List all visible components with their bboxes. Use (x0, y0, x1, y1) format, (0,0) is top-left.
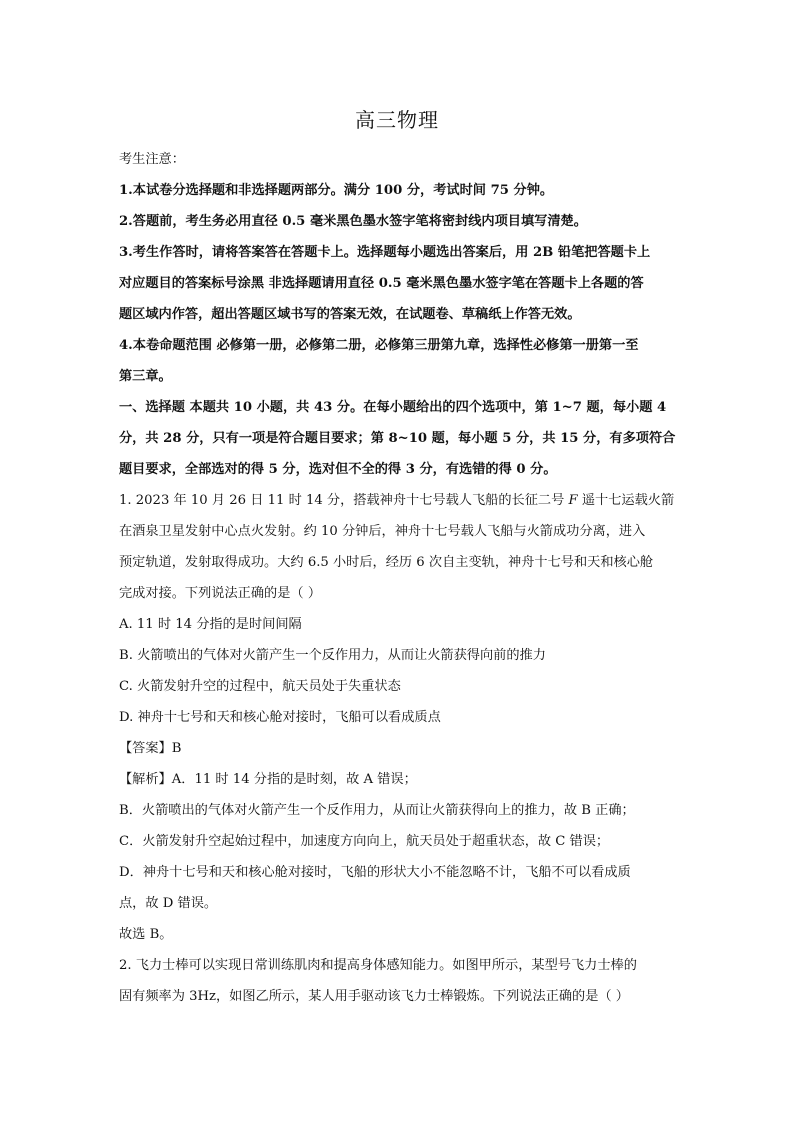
analysis-line: 故选 B。 (119, 927, 173, 942)
option-b: B. 火箭喷出的气体对火箭产生一个反作用力，从而让火箭获得向前的推力 (119, 648, 546, 663)
notice-line: 4.本卷命题范围 必修第一册，必修第二册，必修第三册第九章，选择性必修第一册第一至 (119, 338, 639, 353)
page-title: 高三物理 (355, 108, 439, 132)
notice-line: 第三章。 (119, 369, 172, 384)
notice-line: 2.答题前，考生务必用直径 0.5 毫米黑色墨水签字笔将密封线内项目填写清楚。 (119, 214, 587, 229)
answer-line: 【答案】B (119, 741, 182, 756)
section-line: 分，共 28 分，只有一项是符合题目要求；第 8~10 题，每小题 5 分，共 15 分，有多项符合 (119, 431, 676, 446)
option-d: D. 神舟十七号和天和核心舱对接时，飞船可以看成质点 (119, 710, 441, 725)
analysis-line: D．神舟十七号和天和核心舱对接时，飞船的形状大小不能忽略不计，飞船不可以看成质 (119, 865, 631, 880)
notice-line: 题区域内作答，超出答题区域书写的答案无效，在试题卷、草稿纸上作答无效。 (119, 307, 581, 322)
document-body (119, 144, 679, 1012)
question-stem-line: 预定轨道，发射取得成功。大约 6.5 小时后，经历 6 次自主变轨，神舟十七号和天和核心舱 (119, 555, 654, 570)
question-stem-line: 2. 飞力士棒可以实现日常训练肌肉和提高身体感知能力。如图甲所示，某型号飞力士棒的 (119, 958, 637, 973)
question-stem-line: 固有频率为 3Hz，如图乙所示，某人用手驱动该飞力士棒锻炼。下列说法正确的是（ ） (119, 989, 629, 1004)
question-stem-line: 在酒泉卫星发射中心点火发射。约 10 分钟后，神舟十七号载人飞船与火箭成功分离，进入 (119, 524, 646, 539)
option-c: C. 火箭发射升空的过程中，航天员处于失重状态 (119, 679, 401, 694)
question-stem-line: 完成对接。下列说法正确的是（ ） (119, 586, 322, 601)
notice-heading: 考生注意： (119, 152, 185, 167)
notice-line: 对应题目的答案标号涂黑 非选择题请用直径 0.5 毫米黑色墨水签字笔在答题卡上各题的答 (119, 276, 644, 291)
notice-line: 1.本试卷分选择题和非选择题两部分。满分 100 分，考试时间 75 分钟。 (119, 183, 554, 198)
notice-list (119, 175, 679, 392)
question-2 (119, 950, 679, 1012)
question-1 (119, 485, 679, 950)
question-stem-text: 遥十七运载火箭 (577, 493, 675, 508)
analysis-line: C．火箭发射升空起始过程中，加速度方向向上，航天员处于超重状态，故 C 错误； (119, 834, 610, 849)
analysis-line: 点，故 D 错误。 (119, 896, 218, 911)
section-line: 题目要求，全部选对的得 5 分，选对但不全的得 3 分，有选错的得 0 分。 (119, 462, 557, 477)
question-stem-line (119, 485, 679, 516)
rocket-model-letter: F (568, 493, 578, 508)
option-a: A. 11 时 14 分指的是时间间隔 (119, 617, 302, 632)
section-instructions (119, 392, 679, 485)
question-stem-text: 1. 2023 年 10 月 26 日 11 时 14 分，搭载神舟十七号载人飞船的长征二号 (119, 493, 569, 508)
analysis-line: B．火箭喷出的气体对火箭产生一个反作用力，从而让火箭获得向上的推力，故 B 正确； (119, 803, 635, 818)
notice-line: 3.考生作答时，请将答案答在答题卡上。选择题每小题选出答案后，用 2B 铅笔把答题卡上 (119, 245, 651, 260)
analysis-line: 【解析】A．11 时 14 分指的是时刻，故 A 错误； (119, 772, 417, 787)
section-line: 一、选择题 本题共 10 小题，共 43 分。在每小题给出的四个选项中，第 1~7 题，每小题 4 (119, 400, 667, 415)
